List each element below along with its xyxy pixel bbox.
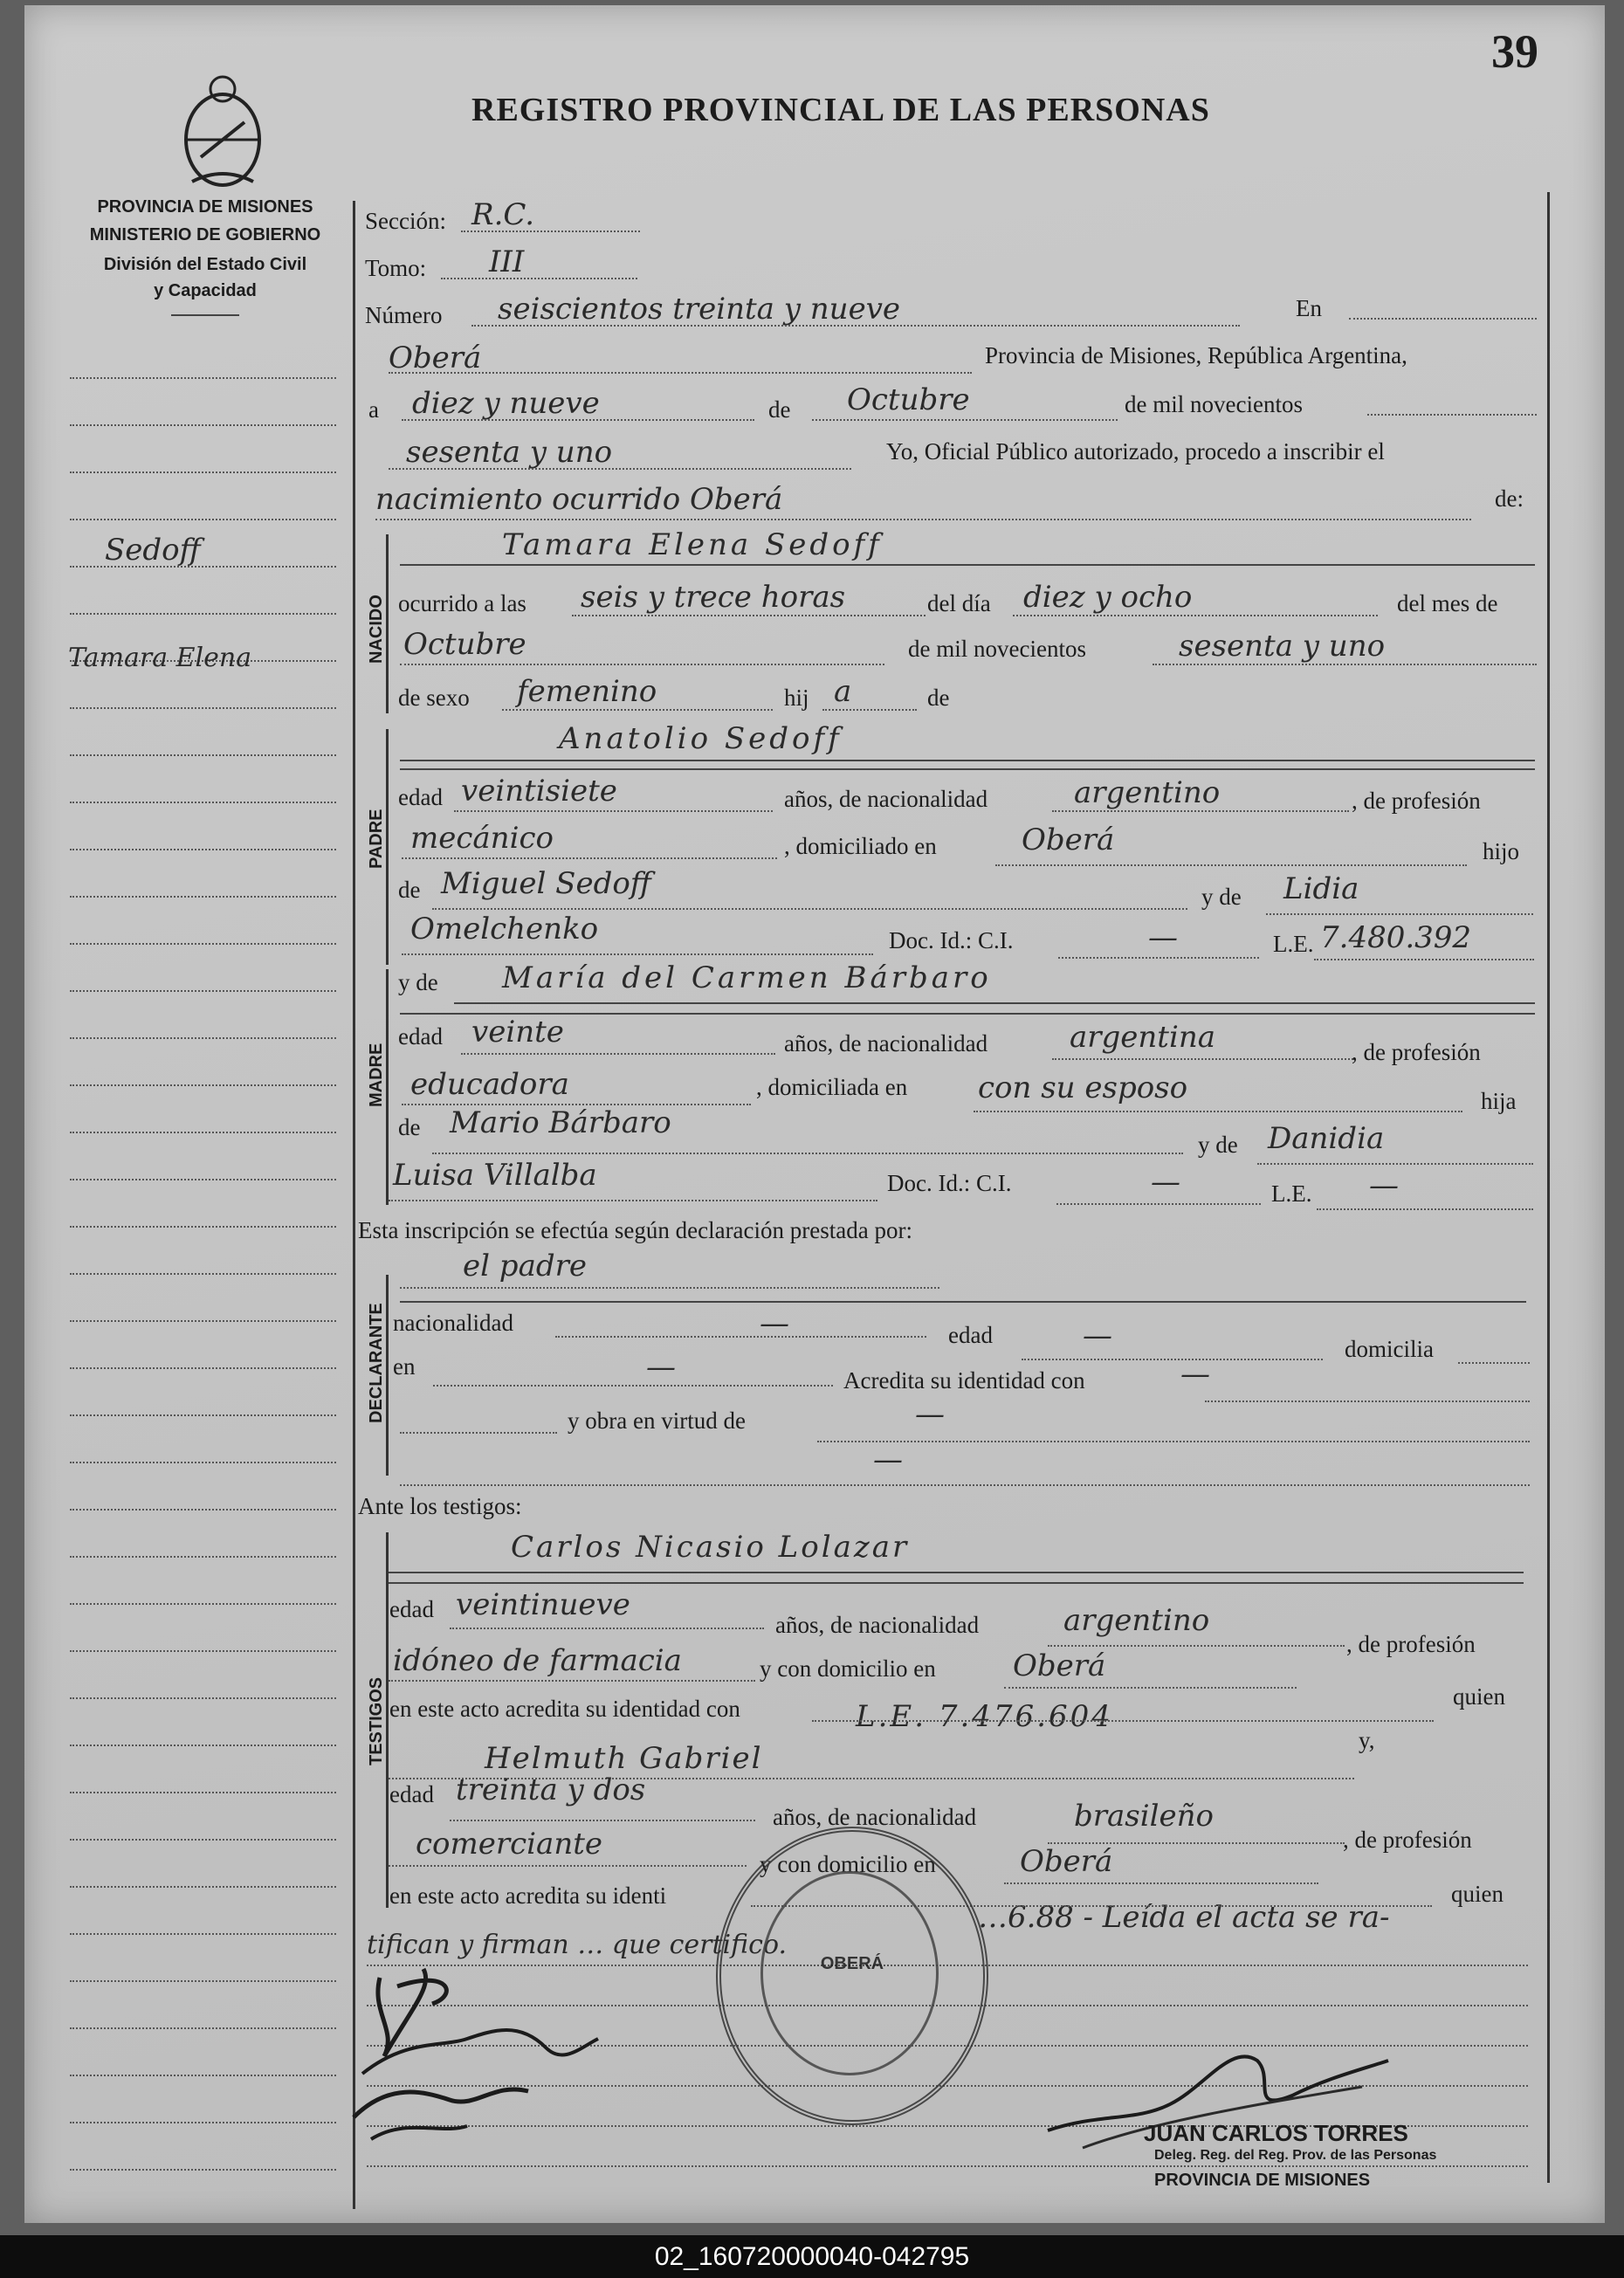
line-madre-edad: [461, 1053, 775, 1055]
line-abuela-mat: [1257, 1163, 1533, 1165]
value-abuela-pat: Lidia: [1283, 871, 1359, 906]
official-role: Deleg. Reg. del Reg. Prov. de las Personas: [1154, 2148, 1437, 2163]
label-t1-acredita: en este acto acredita su identidad con: [389, 1696, 740, 1722]
line-padre-2: [400, 768, 1535, 770]
line-abuelo-mat: [432, 1153, 1183, 1154]
margin-rule: [70, 990, 336, 992]
header-province: PROVINCIA DE MISIONES: [97, 197, 313, 217]
label-mil-novecientos: de mil novecientos: [1125, 391, 1303, 417]
value-dia: diez y nueve: [412, 386, 600, 421]
margin-rule: [70, 2075, 336, 2076]
line-testigo1-b: [389, 1582, 1524, 1584]
margin-rule: [70, 377, 336, 379]
value-t2-dom: Oberá: [1020, 1844, 1113, 1879]
label-provincia: Provincia de Misiones, República Argentina,: [985, 342, 1407, 368]
line-madre-nac: [1052, 1058, 1353, 1060]
line-t1-prof: [389, 1680, 755, 1682]
page-title: REGISTRO PROVINCIAL DE LAS PERSONAS: [471, 92, 1210, 128]
label-del-mes: del mes de: [1397, 590, 1498, 616]
label-padre-anos: años, de nacionalidad: [784, 786, 988, 812]
margin-rule: [70, 707, 336, 709]
margin-rule: [70, 1462, 336, 1463]
margin-rule: [70, 1414, 336, 1416]
stamp-text: OBERÁ: [820, 1954, 884, 1973]
value-closing: tifican y firman … que certifico.: [367, 1930, 788, 1960]
line-madre-2: [400, 1013, 1535, 1015]
value-sexo: femenino: [517, 674, 657, 709]
line-padre: [400, 760, 1535, 761]
line-t1-doc: [812, 1720, 1434, 1722]
line-dec-last: [400, 1484, 1530, 1486]
label-madre-edad: edad: [398, 1023, 443, 1050]
value-madre-ci: —: [1151, 1165, 1180, 1200]
official-province: PROVINCIA DE MISIONES: [1154, 2171, 1371, 2190]
label-madre-y-de: y de: [398, 969, 438, 995]
value-t2-edad: treinta y dos: [456, 1772, 646, 1807]
label-del-dia: del día: [927, 590, 991, 616]
line-padre-prof: [402, 857, 777, 859]
margin-rule: [70, 1933, 336, 1935]
label-dec-domicilia: domicilia: [1345, 1336, 1434, 1362]
label-padre-doc: Doc. Id.: C.I.: [889, 927, 1014, 953]
coat-of-arms-icon: [175, 70, 271, 192]
value-abuela-pat-ap: Omelchenko: [410, 912, 599, 946]
label-padre-le: L.E.: [1273, 931, 1314, 957]
label-madre: MADRE: [367, 1043, 386, 1107]
value-mes: Octubre: [847, 382, 970, 417]
official-name: JUAN CARLOS TORRES: [1144, 2120, 1408, 2146]
line-abuela-mat-ap: [389, 1200, 877, 1201]
margin-rule: [70, 1650, 336, 1652]
line-en: [1349, 318, 1537, 320]
margin-rule: [70, 1697, 336, 1699]
margin-rule: [70, 2169, 336, 2171]
line-anio: [389, 468, 851, 470]
label-dec-en: en: [393, 1353, 416, 1380]
line-dec-edad: [1022, 1359, 1323, 1360]
value-acto: nacimiento ocurrido Oberá: [375, 482, 783, 517]
margin-rule: [70, 1084, 336, 1086]
margin-rule: [70, 943, 336, 945]
line-tomo: [441, 278, 637, 279]
margin-rule: [70, 1367, 336, 1369]
label-nacido: NACIDO: [367, 595, 386, 664]
line-dec-blank: [400, 1432, 557, 1434]
label-oficial: Yo, Oficial Público autorizado, procedo a inscribir el: [886, 438, 1385, 465]
label-padre-y-de: y de: [1201, 884, 1242, 910]
line-padre-dom: [995, 864, 1467, 866]
value-seccion: R.C.: [471, 197, 535, 232]
value-abuelo-pat: Miguel Sedoff: [441, 866, 651, 901]
margin-rule: [70, 1745, 336, 1746]
margin-rule: [70, 849, 336, 850]
value-dec-obra-dash: —: [915, 1397, 945, 1432]
line-dec-nac: [555, 1336, 926, 1338]
label-dec-edad: edad: [948, 1322, 993, 1348]
value-t1-nac: argentino: [1063, 1603, 1210, 1638]
header-ministry: MINISTERIO DE GOBIERNO: [89, 225, 321, 244]
margin-rule: [70, 1603, 336, 1605]
value-madre-nac: argentina: [1070, 1020, 1216, 1055]
label-madre-dom: , domiciliada en: [756, 1074, 908, 1100]
label-de-padres: de: [927, 685, 950, 711]
label-t1-prof: , de profesión: [1346, 1631, 1476, 1657]
header-underline: [171, 314, 239, 316]
label-t2-anos: años, de nacionalidad: [773, 1804, 977, 1830]
margin-rule: [70, 2122, 336, 2123]
value-anio-nac: sesenta y uno: [1179, 629, 1386, 664]
value-t1-prof: idóneo de farmacia: [393, 1643, 682, 1678]
label-t1-quien: quien: [1453, 1683, 1505, 1710]
line-mil: [1367, 414, 1537, 416]
header-division: División del Estado Civil: [103, 255, 307, 274]
line-sexo: [502, 709, 773, 711]
line-hora: [572, 615, 926, 616]
line-lugar: [389, 372, 972, 374]
line-t1-nac: [1048, 1645, 1345, 1647]
line-testigo1: [389, 1572, 1524, 1573]
label-t1-edad: edad: [389, 1596, 434, 1622]
value-padre-prof: mecánico: [410, 821, 554, 856]
margin-rule: [70, 1320, 336, 1322]
value-padre-dom: Oberá: [1022, 822, 1115, 857]
value-testigo2: Helmuth Gabriel: [485, 1741, 763, 1776]
line-abuelo-pat: [432, 908, 1187, 910]
value-t2-nac: brasileño: [1074, 1799, 1214, 1834]
label-a: a: [368, 396, 379, 423]
line-anio-nac: [1153, 664, 1537, 665]
image-id-bar: [0, 2235, 1624, 2278]
label-t2-quien: quien: [1451, 1881, 1504, 1907]
value-madre-le: —: [1369, 1168, 1399, 1203]
value-hij: a: [834, 674, 852, 709]
label-dec-nacionalidad: nacionalidad: [393, 1310, 513, 1336]
label-t1-anos: años, de nacionalidad: [775, 1612, 980, 1638]
line-dec-en: [433, 1385, 833, 1387]
label-de-colon: de:: [1495, 485, 1524, 512]
value-padre-ci: —: [1148, 920, 1178, 955]
label-t2-acredita: en este acto acredita su identi: [389, 1882, 667, 1909]
label-t1-dom: y con domicilio en: [760, 1655, 936, 1682]
line-seccion: [461, 231, 640, 232]
line-padre-le: [1314, 959, 1534, 960]
line-declarante: [400, 1287, 939, 1289]
value-nacido-nombre: Tamara Elena Sedoff: [502, 527, 883, 562]
line-madre-le: [1317, 1208, 1533, 1210]
line-dia-nac: [1013, 615, 1378, 616]
label-madre-de: de: [398, 1114, 421, 1140]
value-abuela-mat-ap: Luisa Villalba: [393, 1158, 597, 1193]
margin-rule: [70, 1509, 336, 1511]
margin-rule: [70, 802, 336, 803]
value-madre-edad: veinte: [471, 1015, 564, 1050]
value-declarante: el padre: [463, 1249, 587, 1284]
line-abuela-pat-ap: [402, 953, 873, 955]
label-sexo: de sexo: [398, 685, 470, 711]
margin-rule: [70, 519, 336, 520]
value-dec-en-dash: —: [646, 1350, 676, 1385]
closing-rule: [367, 2165, 1528, 2167]
value-padre-nombre: Anatolio Sedoff: [559, 721, 843, 756]
label-t2-edad: edad: [389, 1781, 434, 1807]
label-ante-testigos: Ante los testigos:: [358, 1493, 522, 1519]
value-testigo1: Carlos Nicasio Lolazar: [511, 1530, 910, 1565]
label-t2-dom: y con domicilio en: [760, 1851, 936, 1877]
line-madre: [454, 1002, 1535, 1004]
label-numero: Número: [365, 302, 443, 328]
image-id: 02_160720000040-042795: [654, 2242, 970, 2271]
line-madre-dom: [974, 1111, 1462, 1112]
margin-rule: [70, 1886, 336, 1888]
label-padre-edad: edad: [398, 784, 443, 810]
margin-rule: [70, 1132, 336, 1133]
label-padre-dom: , domiciliado en: [784, 833, 937, 859]
page-number: 39: [1491, 25, 1538, 78]
line-mes: [812, 419, 1118, 421]
label-padre-hijo: hijo: [1483, 838, 1520, 864]
line-t2-dom: [1004, 1882, 1318, 1884]
line-hij: [822, 709, 917, 711]
official-stamp: [716, 1827, 988, 2125]
value-numero: seiscientos treinta y nueve: [498, 292, 901, 327]
value-abuelo-mat: Mario Bárbaro: [450, 1105, 671, 1140]
line-madre-ci: [1056, 1203, 1261, 1205]
value-anio: sesenta y uno: [406, 435, 613, 470]
value-dec-last-dash: —: [873, 1442, 903, 1477]
line-nacido: [400, 564, 1535, 566]
margin-rule: [70, 754, 336, 756]
value-padre-le: 7.480.392: [1320, 920, 1472, 955]
line-padre-edad: [454, 810, 773, 812]
line-dia: [402, 419, 754, 421]
value-t2-prof: comerciante: [416, 1827, 602, 1862]
label-tomo: Tomo:: [365, 255, 427, 281]
label-padre: PADRE: [367, 809, 386, 869]
value-lugar: Oberá: [389, 341, 482, 375]
label-madre-doc: Doc. Id.: C.I.: [887, 1170, 1012, 1196]
margin-rule: [70, 471, 336, 473]
margin-rule: [70, 1839, 336, 1841]
line-t1-dom: [1004, 1687, 1297, 1689]
label-madre-prof: , de profesión: [1352, 1039, 1481, 1065]
value-t1-dom: Oberá: [1013, 1648, 1106, 1683]
label-de-mil-nov: de mil novecientos: [908, 636, 1086, 662]
label-padre-de: de: [398, 877, 421, 903]
signatures-left: [345, 1951, 633, 2152]
line-dec-domicilia: [1458, 1362, 1530, 1364]
line-dec-acredita: [1205, 1401, 1530, 1402]
label-testigos: TESTIGOS: [367, 1676, 386, 1765]
line-acto: [375, 519, 1471, 520]
line-numero: [471, 325, 1240, 327]
label-declarante: DECLARANTE: [367, 1303, 386, 1423]
right-border: [1547, 192, 1550, 2183]
label-madre-le: L.E.: [1271, 1180, 1312, 1207]
margin-surname: Sedoff: [105, 533, 201, 568]
line-t1-edad: [450, 1628, 764, 1629]
label-seccion: Sección:: [365, 208, 446, 234]
margin-rule: [70, 1980, 336, 1982]
margin-rule: [70, 1556, 336, 1558]
value-abuela-mat: Danidia: [1268, 1121, 1385, 1156]
line-t2-edad: [450, 1820, 755, 1821]
line-declarante-b: [400, 1301, 1526, 1303]
label-dec-acredita: Acredita su identidad con: [843, 1367, 1085, 1394]
label-madre-y-de-2: y de: [1198, 1132, 1238, 1158]
margin-rule: [70, 1792, 336, 1793]
value-t1-edad: veintinueve: [456, 1587, 630, 1622]
value-t2-doc: …6.88 - Leída el acta se ra-: [978, 1900, 1390, 1935]
margin-rule: [70, 1179, 336, 1180]
value-dec-edad-dash: —: [1083, 1318, 1112, 1353]
line-abuela-pat: [1266, 913, 1533, 915]
margin-rule: [70, 2027, 336, 2029]
margin-rule: [70, 896, 336, 898]
label-madre-anos: años, de nacionalidad: [784, 1030, 988, 1056]
margin-rule: [70, 424, 336, 426]
value-tomo: III: [489, 244, 525, 279]
line-dec-obra: [817, 1441, 1530, 1442]
value-t1-doc: L.E. 7.476.604: [856, 1699, 1113, 1734]
margin-given-names: Tamara Elena: [68, 643, 252, 673]
line-t2-prof: [389, 1865, 747, 1867]
label-de-mes: de: [768, 396, 791, 423]
margin-rule: [70, 1226, 336, 1228]
left-column-divider: [353, 201, 355, 2209]
label-t2-prof: , de profesión: [1343, 1827, 1472, 1853]
label-hij: hij: [784, 685, 809, 711]
line-padre-nac: [1052, 810, 1349, 812]
label-ocurrido: ocurrido a las: [398, 590, 526, 616]
value-mes-nac: Octubre: [403, 627, 526, 662]
label-t2-y: y,: [1359, 1727, 1375, 1753]
label-madre-hija: hija: [1481, 1088, 1517, 1114]
value-dec-acredita-dash: —: [1180, 1357, 1210, 1392]
line-mes-nac: [400, 664, 884, 665]
label-padre-prof: , de profesión: [1352, 788, 1481, 814]
margin-rule: [70, 1273, 336, 1275]
label-esta-inscripcion: Esta inscripción se efectúa según declaración prestada por:: [358, 1217, 912, 1243]
header-capacidad: y Capacidad: [154, 281, 257, 300]
margin-rule: [70, 613, 336, 615]
value-madre-prof: educadora: [410, 1067, 569, 1102]
value-madre-dom: con su esposo: [978, 1070, 1188, 1105]
value-hora: seis y trece horas: [581, 580, 846, 615]
value-padre-edad: veintisiete: [461, 774, 617, 809]
value-dec-nac-dash: —: [760, 1306, 789, 1341]
label-en: En: [1296, 295, 1322, 321]
value-dia-nac: diez y ocho: [1023, 580, 1193, 615]
label-dec-obra: y obra en virtud de: [568, 1407, 746, 1434]
margin-rule: [70, 1037, 336, 1039]
line-padre-ci: [1058, 957, 1259, 959]
value-padre-nac: argentino: [1074, 775, 1221, 810]
value-madre-nombre: María del Carmen Bárbaro: [502, 960, 992, 995]
